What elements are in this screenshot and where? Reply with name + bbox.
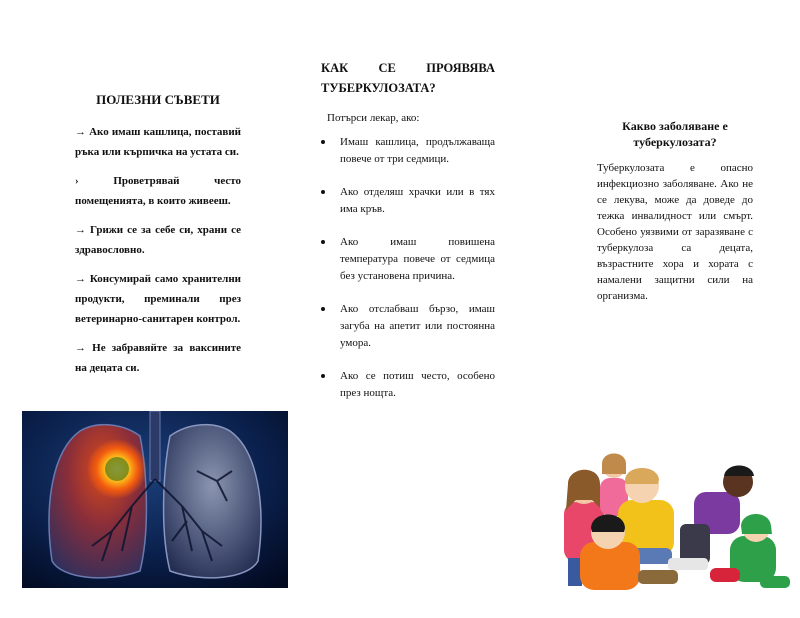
bullet-icon: [321, 140, 325, 144]
bullet-icon: [321, 190, 325, 194]
tip-item: → Ако имаш кашлица, поставий ръка или кърпичка на устата си.: [75, 126, 241, 158]
tip-item: → Не забравяйте за ваксините на децата си.: [75, 342, 241, 374]
tips-column: [75, 92, 241, 387]
bullet-icon: [321, 374, 325, 378]
list-item: Ако отделяш храчки или в тях има кръв.: [321, 184, 495, 218]
symptoms-column: [321, 58, 495, 418]
tip-item: → Консумирай само хранителни продукти, преминали през ветеринарно-санитарен контрол.: [75, 273, 241, 325]
bullet-icon: [321, 307, 325, 311]
infection-core: [105, 457, 129, 481]
disease-info-text: Туберкулозата е опасно инфекциозно заболяване. Ако не се лекува, може да доведе до тежка инвалидност или смърт. Особено уязвими от заразяване с туберкулоза са децата, възрастните хора и хората с намалени защитни сили на организма.: [597, 162, 753, 302]
tip-item: › Проветрявай често помещенията, в които живееш.: [75, 175, 241, 207]
symptoms-intro: Потърси лекар, ако:: [327, 112, 420, 124]
list-item: Ако отслабваш бързо, имаш загуба на апетит или постоянна умора.: [321, 301, 495, 352]
list-item: Ако имаш повишена температура повече от седмица без установена причина.: [321, 234, 495, 285]
children-image: [560, 440, 795, 600]
symptoms-title: КАК СЕ ПРОЯВЯВА ТУБЕРКУЛОЗАТА?: [321, 61, 495, 95]
symptoms-list: [321, 134, 495, 402]
list-item: Ако се потиш често, особено през нощта.: [321, 368, 495, 402]
lungs-image: [22, 411, 288, 588]
tips-title: ПОЛЕЗНИ СЪВЕТИ: [96, 92, 220, 107]
disease-info-column: [597, 118, 753, 304]
tip-item: → Грижи се за себе си, храни се здравословно.: [75, 224, 241, 256]
bullet-icon: [321, 240, 325, 244]
list-item: Имаш кашлица, продължаваща повече от три седмици.: [321, 134, 495, 168]
disease-info-title: Какво заболяване е туберкулозата?: [622, 119, 728, 149]
trachea: [150, 411, 160, 481]
